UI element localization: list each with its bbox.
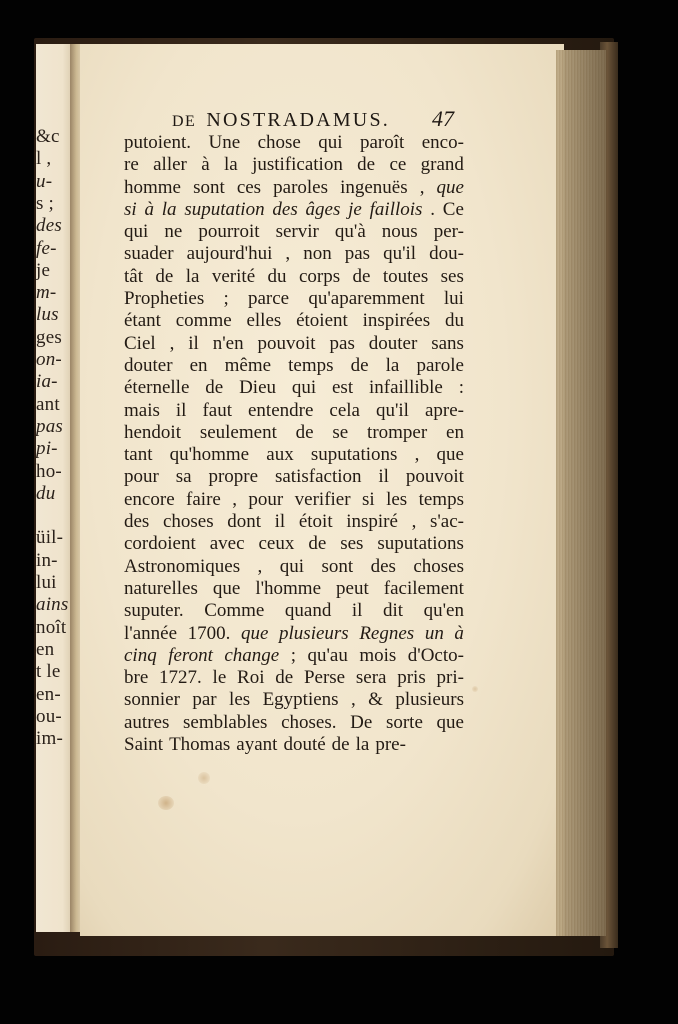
- text-word: les: [386, 488, 408, 510]
- text-word: autres: [124, 711, 170, 733]
- text-word: satisfaction: [274, 466, 362, 488]
- left-page-fragment: üil-: [36, 527, 64, 549]
- text-word: des: [370, 555, 396, 577]
- body-text: [124, 132, 464, 756]
- left-page-fragment: u-: [36, 170, 53, 192]
- text-word: ,: [232, 488, 238, 510]
- page-edges-shadow: [556, 50, 606, 936]
- text-word: la: [185, 265, 200, 287]
- text-word: aujourd'hui: [186, 243, 273, 265]
- text-line: [124, 199, 464, 221]
- text-word: mois: [359, 644, 397, 666]
- text-word: sonnier: [124, 689, 180, 711]
- text-word: infaillible: [368, 377, 443, 399]
- text-word: naturelles: [124, 577, 198, 599]
- text-word: suader: [124, 243, 174, 265]
- text-word: faire: [186, 488, 221, 510]
- text-word: qu'en: [423, 600, 464, 622]
- text-word: tât: [124, 265, 143, 287]
- text-word: :: [458, 377, 464, 399]
- text-word: plusieurs: [395, 689, 464, 711]
- running-head-title: NOSTRADAMUS.: [206, 109, 390, 131]
- text-word: tromper: [367, 421, 428, 443]
- text-word: qui: [279, 555, 305, 577]
- text-word: il: [274, 511, 286, 533]
- left-page-fragment: en: [36, 638, 55, 660]
- left-page-fragment: s ;: [36, 192, 55, 214]
- text-word: feront: [168, 644, 213, 666]
- text-line: [124, 310, 464, 332]
- text-word: temps: [418, 488, 464, 510]
- text-word: inspiré: [346, 511, 398, 533]
- left-page-fragment: [36, 505, 74, 527]
- text-word: l'homme: [255, 577, 322, 599]
- text-word: qu'aparemment: [308, 288, 425, 310]
- text-word: Egyptiens: [262, 689, 339, 711]
- text-word: nous: [381, 221, 418, 243]
- text-word: pri-: [436, 667, 464, 689]
- left-page-fragment: in-: [36, 549, 58, 571]
- text-word: seulement: [199, 421, 277, 443]
- left-page-fragment: je: [36, 259, 51, 281]
- left-page-fragment: ho-: [36, 460, 62, 482]
- text-word: pouvoit: [405, 466, 464, 488]
- text-word: Dieu: [239, 377, 276, 399]
- text-word: parole: [416, 354, 464, 376]
- text-word: corps: [298, 265, 341, 287]
- text-word: peut: [336, 577, 369, 599]
- text-word: pour: [124, 466, 159, 488]
- text-line: [124, 400, 464, 422]
- left-page-fragment: ou-: [36, 705, 62, 727]
- text-word: les: [229, 689, 251, 711]
- left-page-fragment: ia-: [36, 371, 58, 393]
- text-line: [124, 132, 464, 154]
- text-word: ,: [169, 332, 175, 354]
- text-line: [124, 466, 464, 488]
- left-page-fragment: en-: [36, 683, 61, 705]
- page-number: 47: [432, 106, 454, 131]
- text-word: dou-: [429, 243, 464, 265]
- left-page-fragment: lus: [36, 304, 59, 326]
- text-word: aux: [266, 444, 294, 466]
- text-word: &: [368, 689, 383, 711]
- text-word: enco-: [421, 132, 464, 153]
- text-word: pas: [344, 243, 371, 265]
- text-word: semblables: [183, 711, 268, 733]
- text-word: choses.: [281, 711, 337, 733]
- left-page-fragment: m-: [36, 282, 57, 304]
- text-word: il: [351, 600, 363, 622]
- text-word: paroles: [273, 176, 329, 198]
- text-word: ,: [419, 176, 425, 198]
- text-word: à: [144, 198, 154, 220]
- text-word: que: [436, 176, 464, 198]
- text-word: elles: [246, 310, 282, 332]
- text-word: avec: [209, 533, 245, 555]
- text-word: re: [124, 154, 139, 176]
- text-word: ces: [236, 176, 262, 198]
- text-word: de: [205, 377, 224, 399]
- text-word: sorte: [385, 711, 423, 733]
- text-word: ses: [340, 533, 364, 555]
- text-word: Roi: [237, 667, 265, 689]
- text-word: n'en: [212, 332, 244, 354]
- text-word: comme: [175, 310, 232, 332]
- text-word: inspirées: [362, 310, 431, 332]
- text-word: tant: [124, 444, 153, 466]
- text-word: ceux: [258, 533, 295, 555]
- text-word: plusieurs: [279, 622, 349, 644]
- text-word: pris: [397, 667, 426, 689]
- text-word: du: [267, 265, 287, 287]
- text-word: non: [303, 243, 332, 265]
- text-word: des: [124, 511, 150, 533]
- text-word: choses: [413, 555, 464, 577]
- text-word: à: [201, 154, 210, 176]
- text-word: servir: [275, 221, 319, 243]
- text-line: [124, 377, 464, 399]
- left-page-fragment: du: [36, 482, 56, 504]
- text-word: change: [224, 644, 280, 666]
- text-word: se: [332, 421, 349, 443]
- text-word: suputer.: [124, 600, 184, 622]
- text-line: [124, 600, 464, 622]
- text-line: [124, 623, 464, 645]
- text-word: dit: [383, 600, 404, 622]
- text-word: pourroit: [198, 221, 260, 243]
- text-line: [124, 243, 464, 265]
- text-word: qui: [291, 377, 317, 399]
- text-word: toutes: [382, 265, 429, 287]
- text-word: Perse: [303, 667, 346, 689]
- text-line: [124, 154, 464, 176]
- text-word: sans: [431, 332, 464, 354]
- text-word: que: [240, 622, 269, 644]
- text-word: encore: [124, 488, 175, 510]
- text-word: suputations: [377, 533, 464, 555]
- text-line: [124, 221, 464, 243]
- text-word: du: [444, 310, 464, 332]
- text-word: ingenuës: [340, 176, 408, 198]
- text-word: temps: [288, 354, 334, 376]
- text-word: il: [378, 466, 389, 488]
- text-word: sera: [355, 667, 387, 689]
- text-word: Une: [208, 132, 241, 153]
- paper-stain: [198, 772, 210, 784]
- text-word: il: [188, 332, 199, 354]
- left-page-fragment: t le: [36, 661, 61, 683]
- text-word: qu'il: [375, 399, 409, 421]
- text-word: qu'homme: [169, 444, 250, 466]
- text-word: apre-: [424, 399, 464, 421]
- text-word: ;: [223, 288, 229, 310]
- text-word: ,: [411, 511, 417, 533]
- left-page-fragment: pas: [36, 415, 63, 437]
- text-word: 1700.: [187, 622, 231, 644]
- text-word: de: [350, 354, 369, 376]
- text-word: douté: [283, 734, 326, 756]
- text-line: [124, 288, 464, 310]
- text-word: pas: [329, 332, 355, 354]
- text-word: en: [446, 421, 464, 443]
- text-word: étoit: [298, 511, 333, 533]
- text-word: pouvoit: [257, 332, 316, 354]
- text-line: [124, 511, 464, 533]
- text-word: sont: [193, 176, 225, 198]
- text-line: [124, 422, 464, 444]
- text-word: verifier: [294, 488, 351, 510]
- text-word: mais: [124, 399, 160, 421]
- text-line: [124, 355, 464, 377]
- text-line: [124, 578, 464, 600]
- left-page-fragment: im-: [36, 728, 63, 750]
- paper-stain: [472, 686, 478, 692]
- text-word: entendre: [248, 399, 314, 421]
- text-word: de: [331, 734, 350, 756]
- text-word: facilement: [383, 577, 464, 599]
- text-word: qu'à: [334, 221, 366, 243]
- text-word: d'Octo-: [407, 644, 464, 666]
- text-word: est: [332, 377, 354, 399]
- text-word: Saint: [124, 734, 164, 756]
- text-word: sont: [321, 555, 354, 577]
- paper-stain: [158, 796, 174, 810]
- text-word: ce: [389, 154, 407, 176]
- text-word: cordoient: [124, 533, 196, 555]
- text-word: de: [155, 265, 174, 287]
- text-word: .: [430, 198, 435, 220]
- left-page-fragment: fe-: [36, 237, 57, 259]
- text-word: l'année: [124, 622, 178, 644]
- text-line: [124, 645, 464, 667]
- text-word: pre-: [375, 734, 406, 756]
- text-word: en: [189, 354, 208, 376]
- text-word: des: [272, 198, 298, 220]
- running-head-prefix: DE: [172, 113, 197, 130]
- text-word: ,: [257, 555, 263, 577]
- text-word: même: [224, 354, 272, 376]
- text-word: per-: [433, 221, 464, 243]
- text-word: Comme: [204, 600, 265, 622]
- text-word: Ciel: [124, 332, 156, 354]
- text-word: dont: [227, 511, 262, 533]
- text-word: ,: [351, 689, 356, 711]
- text-line: [124, 444, 464, 466]
- left-page-fragment: lui: [36, 572, 57, 593]
- text-word: grand: [420, 154, 464, 176]
- text-word: si: [361, 488, 375, 510]
- text-word: faut: [202, 399, 232, 421]
- text-word: faillois: [369, 198, 423, 220]
- text-word: quand: [284, 600, 332, 622]
- text-word: le: [212, 667, 227, 689]
- text-word: ;: [290, 644, 297, 666]
- text-word: cinq: [124, 644, 157, 666]
- text-word: De: [350, 711, 373, 733]
- text-word: cela: [329, 399, 360, 421]
- text-word: chose: [257, 132, 301, 153]
- text-word: âges: [305, 198, 341, 220]
- text-word: de: [275, 667, 294, 689]
- text-line: [124, 689, 464, 711]
- text-word: étant: [124, 310, 161, 332]
- text-word: Regnes: [359, 622, 415, 644]
- text-word: la: [355, 734, 370, 756]
- text-word: Astronomiques: [124, 555, 241, 577]
- text-word: Propheties: [124, 288, 205, 310]
- text-word: propre: [208, 466, 259, 488]
- left-page-fragment: ant: [36, 393, 60, 415]
- text-word: la: [385, 354, 400, 376]
- left-page-fragment: &c: [36, 126, 60, 147]
- text-line: [124, 533, 464, 555]
- text-word: de: [357, 154, 376, 176]
- text-word: de: [295, 421, 314, 443]
- text-word: bre: [124, 667, 149, 689]
- left-page-fragment: des: [36, 215, 62, 237]
- left-page-fragment: ges: [36, 326, 62, 348]
- text-line: [124, 556, 464, 578]
- text-word: Ce: [442, 198, 464, 220]
- text-word: choses: [162, 511, 214, 533]
- left-page-fragment: ains: [36, 594, 69, 616]
- text-word: douter: [124, 354, 173, 376]
- text-word: par: [192, 689, 217, 711]
- text-word: aller: [153, 154, 187, 176]
- text-word: la: [161, 198, 177, 220]
- text-word: si: [124, 198, 137, 220]
- left-page: [36, 44, 74, 932]
- text-word: suputation: [184, 198, 265, 220]
- text-word: que: [212, 577, 241, 599]
- text-word: lui: [443, 288, 464, 310]
- text-word: paroît: [359, 132, 405, 153]
- text-line: [124, 489, 464, 511]
- text-word: ,: [285, 243, 291, 265]
- text-word: qu'au: [307, 644, 348, 666]
- text-word: justification: [252, 154, 343, 176]
- text-word: ne: [164, 221, 183, 243]
- text-word: 1727.: [159, 667, 202, 689]
- left-page-fragment: noît: [36, 616, 67, 638]
- text-word: suputations: [310, 444, 398, 466]
- text-word: un: [424, 622, 444, 644]
- text-line: [124, 333, 464, 355]
- text-word: sa: [175, 466, 192, 488]
- text-word: Thomas: [169, 734, 231, 756]
- text-word: putoient.: [124, 132, 192, 153]
- text-word: à: [454, 622, 464, 644]
- text-line: [124, 667, 464, 689]
- text-word: homme: [124, 176, 181, 198]
- left-page-fragment: pi-: [36, 438, 58, 460]
- text-word: verité: [211, 265, 256, 287]
- text-word: parce: [247, 288, 290, 310]
- text-word: ses: [440, 265, 464, 287]
- left-page-fragment: on-: [36, 349, 62, 370]
- text-word: étoient: [296, 310, 348, 332]
- text-word: ,: [414, 444, 420, 466]
- text-word: ayant: [236, 734, 278, 756]
- text-line: [124, 177, 464, 199]
- text-word: qui: [318, 132, 343, 153]
- text-word: qu'il: [383, 243, 417, 265]
- left-page-fragment: l ,: [36, 148, 52, 170]
- text-word: que: [436, 711, 464, 733]
- text-word: que: [436, 444, 464, 466]
- running-head: [172, 108, 462, 132]
- text-word: s'ac-: [429, 511, 464, 533]
- text-line: [124, 712, 464, 734]
- text-line: [124, 734, 464, 756]
- text-word: éternelle: [124, 377, 190, 399]
- text-word: il: [175, 399, 187, 421]
- text-word: de: [308, 533, 327, 555]
- text-word: douter: [368, 332, 418, 354]
- text-word: je: [348, 198, 362, 220]
- text-word: hendoit: [124, 421, 181, 443]
- text-word: qui: [124, 221, 149, 243]
- text-word: la: [224, 154, 238, 176]
- text-word: pour: [248, 488, 284, 510]
- text-line: [124, 266, 464, 288]
- text-word: de: [352, 265, 371, 287]
